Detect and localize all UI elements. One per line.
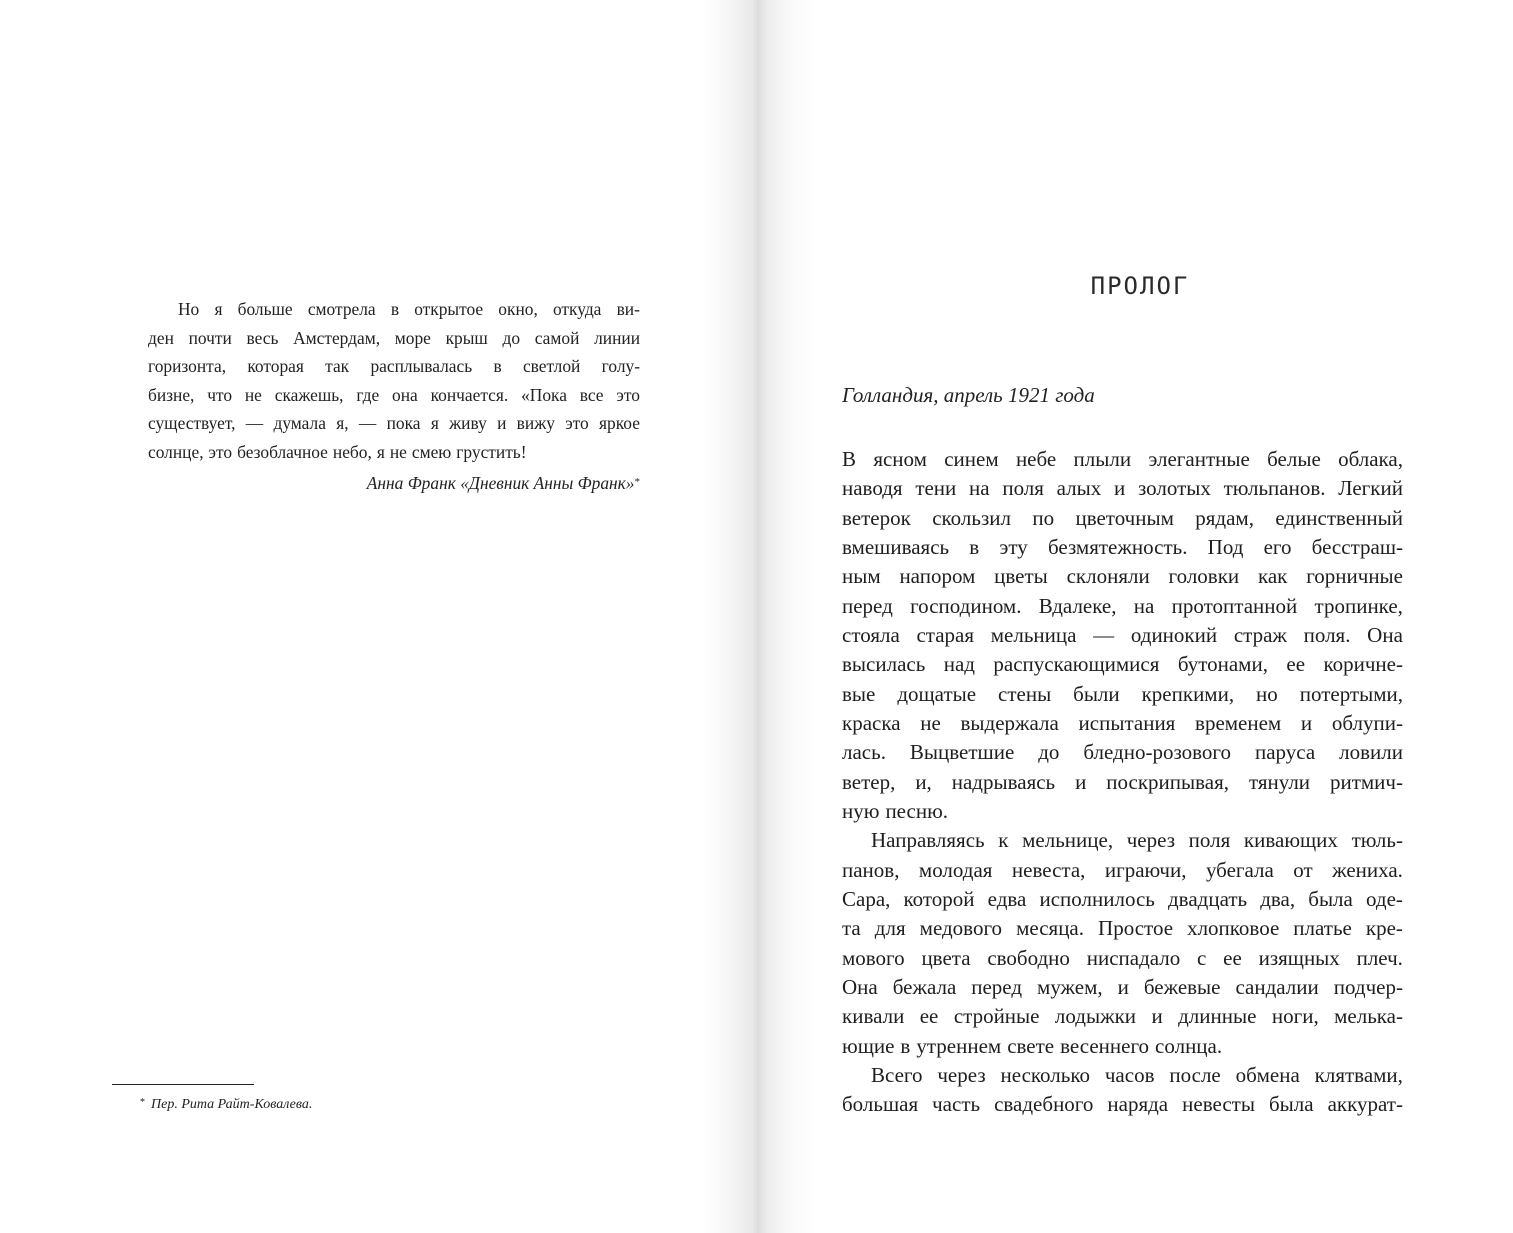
epigraph-line	[148, 438, 640, 467]
word: —	[245, 413, 264, 433]
word: сандалии	[1235, 974, 1319, 999]
word: безоблачное	[237, 441, 328, 462]
word: мового	[842, 945, 905, 970]
word: и	[497, 413, 507, 433]
word: море	[394, 327, 431, 348]
word: дощатые	[897, 681, 977, 706]
body-line	[842, 1090, 1403, 1119]
word: убегала	[1205, 857, 1274, 882]
body-line	[842, 768, 1403, 797]
word: изящных	[1258, 945, 1340, 970]
word: свадебного	[994, 1092, 1094, 1117]
word: вижу	[516, 413, 555, 433]
word: Под	[1207, 534, 1244, 559]
epigraph-line	[148, 409, 640, 438]
word: тропинке,	[1314, 593, 1403, 618]
word: Амстердам,	[293, 327, 381, 348]
word: весь	[246, 327, 279, 348]
word: это	[208, 441, 233, 462]
footnote-text: Пер. Рита Райт-Ковалева.	[151, 1097, 313, 1112]
word: ясном	[873, 447, 927, 471]
word: потертыми,	[1299, 681, 1403, 706]
word: лодыжки	[1054, 1004, 1137, 1029]
word: элегантные	[1148, 447, 1250, 471]
word: медового	[919, 916, 1003, 941]
word: и	[1075, 769, 1087, 794]
word: ее	[919, 1004, 939, 1029]
word: до	[502, 327, 521, 348]
word: после	[1169, 1062, 1221, 1087]
word: небе	[1015, 447, 1057, 471]
word: ритмич-	[1329, 769, 1403, 794]
body-line	[842, 680, 1403, 709]
word: страж	[1233, 622, 1287, 647]
word: его	[1263, 534, 1292, 559]
word: двадцать	[1168, 886, 1248, 911]
word: и	[1151, 1004, 1163, 1029]
body-line	[842, 797, 1403, 826]
word: едва	[987, 886, 1027, 911]
word: белые	[1267, 447, 1321, 471]
word: аккурат-	[1327, 1092, 1403, 1117]
word: облупи-	[1331, 710, 1403, 735]
word: подчер-	[1333, 974, 1403, 999]
body-line	[842, 474, 1403, 503]
word: обмена	[1235, 1062, 1300, 1087]
word: единственный	[1275, 505, 1403, 530]
word: ловили	[1339, 740, 1403, 765]
word: играючи,	[1104, 857, 1187, 882]
word: коричне-	[1323, 652, 1403, 677]
word: и,	[915, 769, 932, 794]
word: горизонта,	[148, 356, 227, 376]
word: все	[579, 384, 604, 405]
word: так	[325, 356, 350, 376]
word: что	[207, 384, 233, 405]
word: от	[1293, 857, 1313, 882]
word: бизне,	[148, 384, 195, 405]
word: это	[565, 413, 589, 433]
word: оде-	[1366, 886, 1403, 911]
word: Она	[842, 974, 878, 999]
word: клятвами,	[1314, 1062, 1403, 1087]
word: свете	[1007, 1033, 1055, 1058]
word: в	[390, 299, 400, 319]
word: больше	[237, 299, 293, 319]
word: невесты	[1182, 1092, 1255, 1117]
word: расплывалась	[370, 356, 473, 376]
body-line	[842, 885, 1403, 914]
word: открытое	[414, 299, 484, 319]
word: поля.	[1303, 622, 1351, 647]
word: не	[920, 710, 941, 735]
word: месяца.	[1016, 916, 1084, 941]
word: панов,	[842, 857, 900, 882]
word: цветы	[994, 564, 1048, 589]
word: «Пока	[521, 384, 567, 405]
word: распускающимися	[993, 652, 1160, 677]
word: в	[900, 1033, 911, 1058]
word: цветочным	[1075, 505, 1174, 530]
word: ную	[842, 798, 880, 823]
word: мужем,	[1037, 974, 1103, 999]
word: невеста,	[1011, 857, 1086, 882]
word: выдержала	[960, 710, 1059, 735]
word: молодая	[918, 857, 993, 882]
word: почти	[188, 327, 232, 348]
word: —	[1093, 622, 1115, 647]
word: песню.	[885, 798, 949, 823]
body-line	[842, 445, 1403, 474]
word: стояла	[842, 622, 900, 647]
body-line	[842, 592, 1403, 621]
word: Вдалеке,	[1038, 593, 1117, 618]
word: ноги,	[1271, 1004, 1319, 1029]
word: смею	[411, 441, 452, 462]
footnote-reference-mark: *	[634, 476, 640, 488]
word: яркое	[599, 413, 640, 433]
epigraph-source	[148, 468, 640, 497]
epigraph	[148, 295, 640, 497]
word: платье	[1293, 916, 1352, 941]
word: которой	[903, 886, 975, 911]
word: длинные	[1178, 1004, 1257, 1029]
word: напором	[899, 564, 976, 589]
word: краска	[842, 710, 901, 735]
word: ветерок	[842, 505, 911, 530]
chapter-body	[842, 445, 1403, 1120]
word: ветер,	[842, 769, 896, 794]
word: ее	[1286, 652, 1306, 677]
word: для	[874, 916, 906, 941]
word: Она	[1367, 622, 1403, 647]
book-gutter	[754, 0, 757, 1233]
word: временем	[1195, 710, 1282, 735]
word: существует,	[148, 413, 236, 433]
word: не	[389, 441, 407, 462]
word: светлой	[522, 356, 581, 376]
word: я	[214, 299, 223, 319]
word: и	[1117, 974, 1129, 999]
word: бледно-розового	[1083, 740, 1232, 765]
word: наряда	[1107, 1092, 1169, 1117]
epigraph-line	[148, 381, 640, 410]
word: часть	[932, 1092, 981, 1117]
word: свободно	[987, 945, 1070, 970]
word: мельница	[990, 622, 1077, 647]
word: бутонами,	[1177, 652, 1268, 677]
body-line	[842, 504, 1403, 533]
word: золотых	[1138, 476, 1211, 501]
word: надрываясь	[951, 769, 1056, 794]
word: цвета	[921, 945, 971, 970]
word: не	[244, 384, 262, 405]
body-line	[842, 826, 1403, 855]
word: высилась	[842, 652, 926, 677]
word: тени	[915, 476, 957, 501]
word: над	[943, 652, 975, 677]
word: небо,	[332, 441, 372, 462]
word: и	[1300, 710, 1313, 735]
word: и	[1114, 476, 1126, 501]
chapter-title: ПРОЛОГ	[1090, 272, 1190, 300]
word: ющие	[842, 1033, 895, 1058]
word: через	[937, 1062, 986, 1087]
word: крепкими,	[1141, 681, 1235, 706]
word: плеч.	[1356, 945, 1403, 970]
word: крыш	[445, 327, 488, 348]
footnote-mark: *	[140, 1097, 145, 1108]
word: на	[1133, 593, 1155, 618]
word: ви-	[616, 299, 640, 319]
body-line	[842, 650, 1403, 679]
word: ден	[148, 327, 174, 348]
word: паруса	[1254, 740, 1316, 765]
word: тянули	[1248, 769, 1311, 794]
word: вмешиваясь	[842, 534, 950, 559]
body-line	[842, 562, 1403, 591]
word: смотрела	[307, 299, 376, 319]
word: господином.	[910, 593, 1022, 618]
word: стройные	[953, 1004, 1040, 1029]
word: вые	[842, 681, 876, 706]
body-line	[842, 1032, 1403, 1061]
word: поскрипывая,	[1106, 769, 1229, 794]
body-line	[842, 1061, 1403, 1090]
word: была	[1308, 886, 1353, 911]
word: синем	[944, 447, 999, 471]
word: кивали	[842, 1004, 905, 1029]
word: которая	[247, 356, 304, 376]
word: где	[356, 384, 380, 405]
word: окно,	[498, 299, 538, 319]
body-line	[842, 914, 1403, 943]
word: Простое	[1098, 916, 1174, 941]
word: наводя	[842, 476, 903, 501]
body-line	[842, 621, 1403, 650]
word: —	[358, 413, 377, 433]
word: я	[376, 441, 385, 462]
word: как	[1257, 564, 1288, 589]
word: кре-	[1365, 916, 1403, 941]
epigraph-line	[148, 295, 640, 324]
epigraph-line	[148, 352, 640, 381]
word: через	[1126, 828, 1175, 853]
word: Направляясь	[871, 828, 985, 853]
word: перед	[842, 593, 893, 618]
word: откуда	[552, 299, 602, 319]
word: скользил	[932, 505, 1011, 530]
word: ниспадало	[1086, 945, 1181, 970]
word: линии	[594, 327, 640, 348]
footnote-divider	[112, 1084, 254, 1085]
word: головки	[1168, 564, 1240, 589]
word: ным	[842, 564, 881, 589]
word: хлопковое	[1187, 916, 1280, 941]
word: исполнилось	[1039, 886, 1155, 911]
word: живу	[449, 413, 487, 433]
word: по	[1032, 505, 1055, 530]
word: бежевые	[1143, 974, 1221, 999]
footnote	[140, 1097, 312, 1113]
word: мельнице,	[1022, 828, 1114, 853]
word: самой	[534, 327, 580, 348]
chapter-dateline: Голландия, апрель 1921 года	[842, 383, 1095, 407]
word: поля	[1188, 828, 1231, 853]
word: кивающих	[1243, 828, 1338, 853]
word: в	[493, 356, 502, 376]
body-line	[842, 709, 1403, 738]
word: плыли	[1073, 447, 1132, 471]
word: были	[1073, 681, 1120, 706]
word: это	[616, 384, 640, 405]
word: одинокий	[1130, 622, 1218, 647]
word: на	[969, 476, 990, 501]
word: часов	[1104, 1062, 1155, 1087]
word: перед	[971, 974, 1023, 999]
word: рядам,	[1195, 505, 1254, 530]
word: до	[1038, 740, 1060, 765]
word: солнце,	[148, 441, 204, 462]
word: склоняли	[1066, 564, 1150, 589]
word: с	[1197, 945, 1207, 970]
body-line	[842, 533, 1403, 562]
word: утреннем	[916, 1033, 1002, 1058]
word: солнца.	[1155, 1033, 1223, 1058]
epigraph-line	[148, 324, 640, 353]
word: горничные	[1306, 564, 1403, 589]
word: грустить!	[456, 441, 527, 462]
epigraph-source-text: Анна Франк «Дневник Анны Франк»	[366, 473, 635, 493]
word: кончается.	[430, 384, 509, 405]
word: бежала	[892, 974, 957, 999]
word: В	[842, 447, 857, 471]
word: я	[430, 413, 439, 433]
word: безмятежность.	[1047, 534, 1188, 559]
word: протоптанной	[1171, 593, 1298, 618]
word: стены	[998, 681, 1052, 706]
word: несколько	[1000, 1062, 1090, 1087]
word: большая	[842, 1092, 919, 1117]
body-line	[842, 856, 1403, 885]
word: ее	[1223, 945, 1242, 970]
word: алых	[1056, 476, 1102, 501]
word: тюль-	[1351, 828, 1403, 853]
word: в	[969, 534, 980, 559]
word: весеннего	[1060, 1033, 1150, 1058]
word: поля	[1002, 476, 1044, 501]
left-page	[0, 0, 756, 1233]
word: мелька-	[1334, 1004, 1403, 1029]
word: Но	[178, 299, 200, 319]
word: пока	[386, 413, 421, 433]
word: испытания	[1078, 710, 1176, 735]
word: эту	[999, 534, 1028, 559]
word: Сара,	[842, 886, 891, 911]
word: жениха.	[1332, 857, 1403, 882]
word: я,	[336, 413, 349, 433]
word: к	[998, 828, 1009, 853]
word: два,	[1260, 886, 1296, 911]
body-line	[842, 973, 1403, 1002]
word: Выцветшие	[909, 740, 1015, 765]
word: старая	[916, 622, 975, 647]
word: бесстраш-	[1311, 534, 1403, 559]
word: голу-	[601, 356, 640, 376]
word: скажешь,	[274, 384, 344, 405]
word: она	[392, 384, 418, 405]
word: та	[842, 916, 861, 941]
word: Всего	[871, 1062, 923, 1087]
word: но	[1256, 681, 1278, 706]
word: тюльпанов.	[1223, 476, 1326, 501]
word: думала	[273, 413, 326, 433]
body-line	[842, 944, 1403, 973]
word: облака,	[1338, 447, 1403, 471]
body-line	[842, 738, 1403, 767]
word: Легкий	[1338, 476, 1403, 501]
word: лась.	[842, 740, 886, 765]
body-line	[842, 1002, 1403, 1031]
word: была	[1268, 1092, 1314, 1117]
